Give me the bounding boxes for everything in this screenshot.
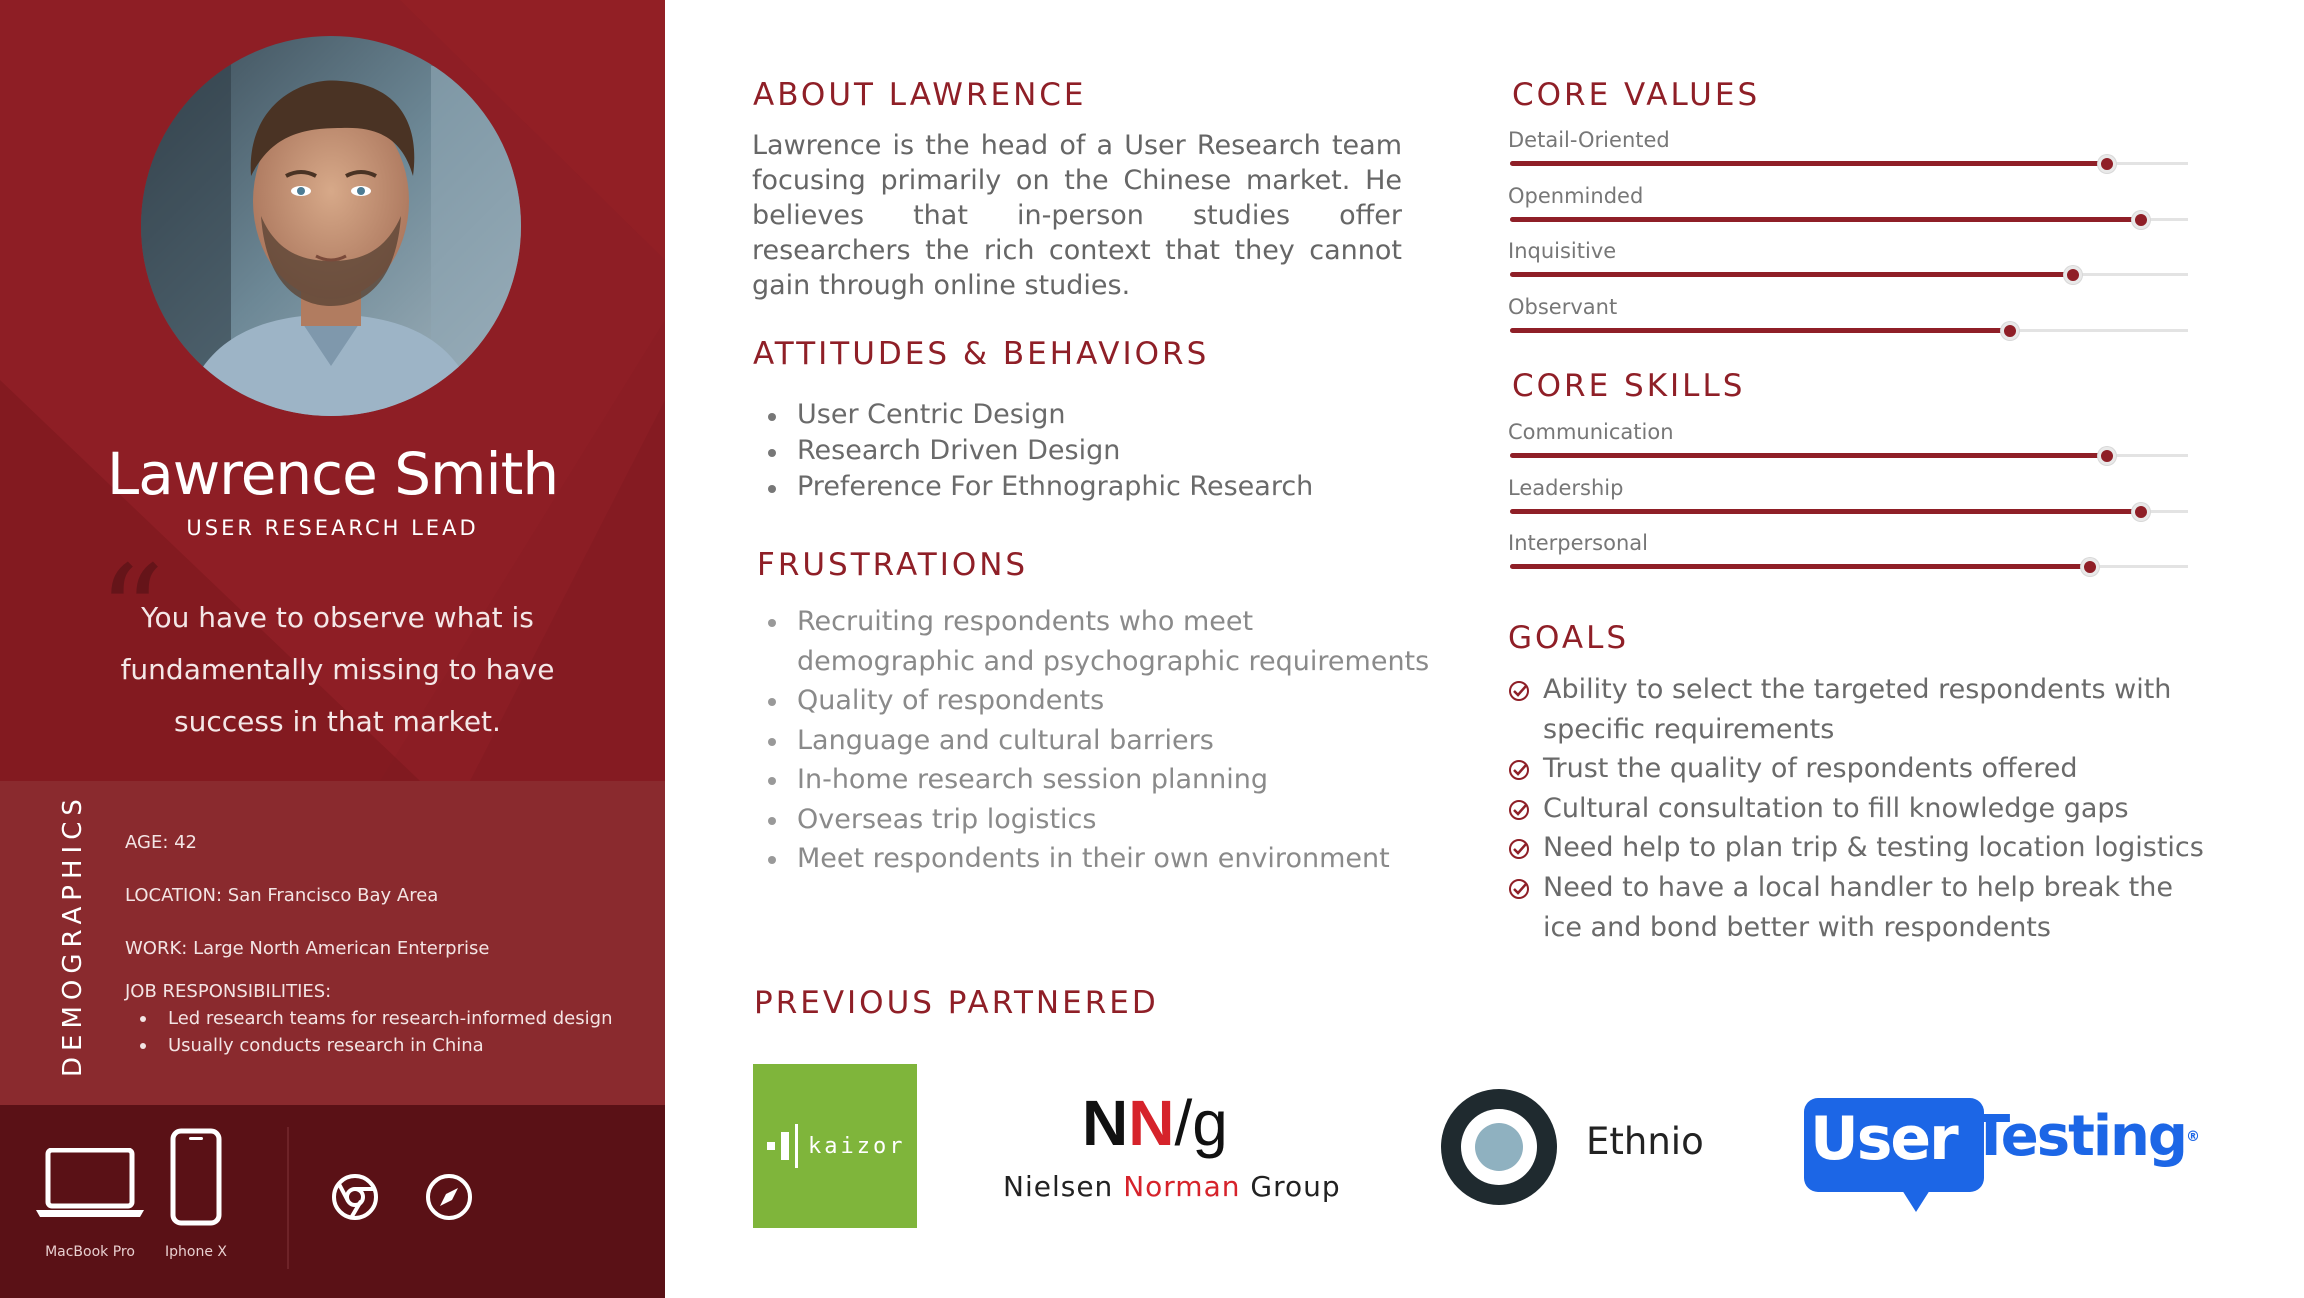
quote-mark-icon: “ [98,537,165,689]
nng-n1: N [1082,1087,1129,1159]
list-item: Meet respondents in their own environment [753,839,1429,879]
usertesting-badge [1804,1098,1984,1192]
kaizor-logo [753,1064,917,1228]
slider-fill [1510,509,2141,514]
goal-text: Cultural consultation to fill knowledge gaps [1543,792,2129,824]
slider-label: Detail-Oriented [1508,128,1670,152]
slider-track [1510,454,2188,457]
demographic-age: AGE: 42 [125,832,198,853]
core-value-slider [1508,295,2188,351]
usertesting-wordmark [1972,1098,2200,1176]
core-value-slider [1508,239,2188,295]
nng-word: Nielsen [1003,1170,1114,1203]
demographics-label: DEMOGRAPHICS [58,793,88,1077]
list-item: Research Driven Design [753,433,1313,469]
check-circle-icon [1508,838,1530,860]
slider-fill [1510,217,2141,222]
core-skills-heading: CORE SKILLS [1512,368,1746,404]
goals-list [1508,670,2208,947]
ethnio-logo-icon [1438,1086,1560,1208]
usertesting-reg: ® [2186,1129,2200,1145]
demographic-job-heading: JOB RESPONSIBILITIES: [125,981,332,1002]
goal-text: Need to have a local handler to help break the ice and bond better with respondents [1543,871,2173,943]
goal-item [1508,868,2208,947]
goal-item [1508,828,2208,868]
nng-word: Norman [1123,1170,1241,1203]
list-item: Recruiting respondents who meet [753,602,1429,642]
list-item: Language and cultural barriers [753,721,1429,761]
goal-text: Trust the quality of respondents offered [1543,753,2078,785]
phone-icon [170,1128,222,1226]
avatar [141,36,521,416]
about-text: Lawrence is the head of a User Research team focusing primarily on the Chinese market. He believes that in-person studies offer researchers the rich context that they cannot gain through online studies. [752,130,1402,301]
ethnio-wordmark: Ethnio [1586,1120,1704,1163]
demographic-location: LOCATION: San Francisco Bay Area [125,885,439,906]
goals-heading: GOALS [1508,620,1630,656]
slider-fill [1510,272,2073,277]
nng-g: /g [1174,1087,1228,1159]
list-item: User Centric Design [753,397,1313,433]
persona-quote: You have to observe what is fundamentally missing to have success in that market. [120,601,555,738]
slider-fill [1510,328,2010,333]
core-skill-slider [1508,420,2188,476]
slider-label: Communication [1508,420,1674,444]
slider-track [1510,273,2188,276]
slider-track [1510,565,2188,568]
list-item: Overseas trip logistics [753,800,1429,840]
list-item: Usually conducts research in China [140,1032,612,1059]
attitudes-list [753,397,1313,505]
goal-item [1508,749,2208,789]
slider-fill [1510,564,2090,569]
core-values-heading: CORE VALUES [1512,77,1761,113]
kaizor-wordmark: kaizor [808,1134,906,1159]
core-skill-slider [1508,476,2188,532]
responsibilities-list [140,1005,612,1059]
list-item: demographic and psychographic requirements [797,645,1430,677]
check-circle-icon [1508,680,1530,702]
nng-wordmark [1003,1170,1341,1203]
slider-track [1510,218,2188,221]
core-skill-slider [1508,531,2188,587]
slider-track [1510,329,2188,332]
slider-fill [1510,453,2107,458]
kaizor-mark [767,1142,775,1150]
laptop-icon [36,1148,144,1218]
slider-label: Leadership [1508,475,1624,500]
slider-knob[interactable] [2098,155,2116,173]
profile-header [0,0,665,781]
goal-item [1508,670,2208,749]
slider-knob[interactable] [2132,503,2150,521]
usertesting-user: User [1810,1104,1957,1174]
slider-label: Openminded [1508,183,1644,208]
check-circle-icon [1508,759,1530,781]
kaizor-mark [781,1132,789,1160]
kaizor-mark [795,1124,798,1168]
slider-track [1510,162,2188,165]
list-item: In-home research session planning [753,760,1429,800]
device-divider [287,1127,289,1269]
partners-heading: PREVIOUS PARTNERED [754,985,1159,1021]
slider-track [1510,510,2188,513]
slider-knob[interactable] [2098,447,2116,465]
person-role: USER RESEARCH LEAD [186,516,479,540]
frustrations-heading: FRUSTRATIONS [757,547,1029,583]
core-value-slider [1508,184,2188,240]
goal-item [1508,789,2208,829]
list-item: Quality of respondents [753,681,1429,721]
slider-knob[interactable] [2081,558,2099,576]
chrome-icon [331,1173,379,1221]
slider-knob[interactable] [2001,322,2019,340]
check-circle-icon [1508,799,1530,821]
check-circle-icon [1508,878,1530,900]
nng-mark [1082,1086,1228,1160]
slider-label: Inquisitive [1508,239,1617,263]
about-heading: ABOUT LAWRENCE [753,77,1087,113]
slider-knob[interactable] [2132,211,2150,229]
phone-label: Iphone X [165,1244,227,1260]
goal-text: Need help to plan trip & testing location logistics [1543,832,2204,864]
usertesting-testing: Testing [1972,1104,2186,1169]
attitudes-heading: ATTITUDES & BEHAVIORS [753,336,1210,372]
slider-label: Interpersonal [1508,531,1648,555]
nng-word: Group [1250,1170,1341,1203]
goal-text: Ability to select the targeted respondents with specific requirements [1543,674,2172,745]
nng-logo [1000,1086,1341,1216]
list-item: Led research teams for research-informed design [140,1005,612,1032]
frustrations-list [753,602,1429,879]
safari-icon [425,1173,473,1221]
slider-fill [1510,161,2107,166]
core-value-slider [1508,128,2188,184]
profile-panel [0,0,665,1298]
usertesting-tail [1902,1190,1930,1212]
list-item: Preference For Ethnographic Research [753,469,1313,505]
person-name: Lawrence Smith [106,440,559,508]
laptop-label: MacBook Pro [45,1244,135,1260]
nng-n2: N [1128,1087,1175,1159]
demographic-work: WORK: Large North American Enterprise [125,938,490,959]
slider-knob[interactable] [2064,266,2082,284]
slider-label: Observant [1508,294,1618,319]
